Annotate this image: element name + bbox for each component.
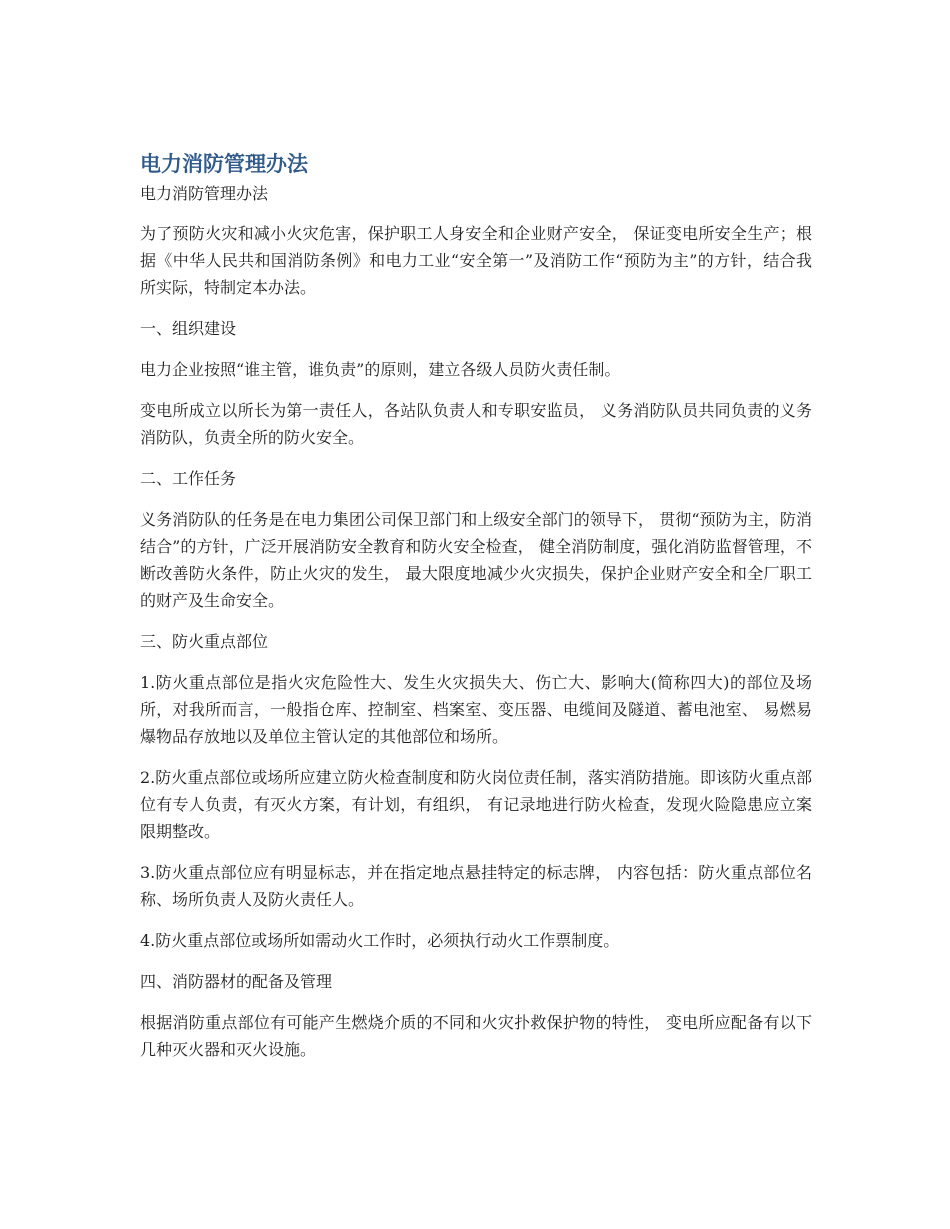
- section-heading-organization: 一、组织建设: [140, 319, 237, 338]
- key-areas-item-3: 3.防火重点部位应有明显标志，并在指定地点悬挂特定的标志牌， 内容包括：防火重点部位名称、场所负责人及防火责任人。: [140, 863, 812, 909]
- organization-paragraph-1: 电力企业按照“谁主管，谁负责”的原则，建立各级人员防火责任制。: [140, 360, 621, 379]
- document-page: [140, 148, 812, 1077]
- organization-paragraph-2: 变电所成立以所长为第一责任人，各站队负责人和专职安监员， 义务消防队员共同负责的义务消防队，负责全所的防火安全。: [140, 401, 812, 447]
- section-heading-equipment: 四、消防器材的配备及管理: [140, 972, 333, 991]
- intro-paragraph: 为了预防火灾和减小火灾危害，保护职工人身安全和企业财产安全， 保证变电所安全生产；根据《中华人民共和国消防条例》和电力工业“安全第一”及消防工作“预防为主”的方针，结合我所实际，特制定本办法。: [140, 224, 812, 297]
- section-heading-tasks: 二、工作任务: [140, 469, 237, 488]
- key-areas-item-1: 1.防火重点部位是指火灾危险性大、发生火灾损失大、伤亡大、影响大(简称四大)的部位及场所，对我所而言，一般指仓库、控制室、档案室、变压器、电缆间及隧道、蓄电池室、 易燃易爆物品存放地以及单位主管认定的其他部位和场所。: [140, 673, 812, 746]
- key-areas-item-4: 4.防火重点部位或场所如需动火工作时，必须执行动火工作票制度。: [140, 931, 620, 950]
- section-heading-key-areas: 三、防火重点部位: [140, 632, 269, 651]
- key-areas-item-2: 2.防火重点部位或场所应建立防火检查制度和防火岗位责任制，落实消防措施。即该防火重点部位有专人负责，有灭火方案，有计划，有组织， 有记录地进行防火检查，发现火险隐患应立案限期整改。: [140, 768, 812, 841]
- document-title: 电力消防管理办法: [140, 152, 308, 176]
- equipment-paragraph: 根据消防重点部位有可能产生燃烧介质的不同和火灾扑救保护物的特性， 变电所应配备有以下几种灭火器和灭火设施。: [140, 1013, 812, 1059]
- tasks-paragraph: 义务消防队的任务是在电力集团公司保卫部门和上级安全部门的领导下， 贯彻“预防为主，防消结合”的方针，广泛开展消防安全教育和防火安全检查， 健全消防制度，强化消防监督管理，不断改善防火条件，防止火灾的发生， 最大限度地减少火灾损失，保护企业财产安全和全厂职工的财产及生命安全。: [140, 510, 812, 610]
- document-subtitle: 电力消防管理办法: [140, 184, 269, 203]
